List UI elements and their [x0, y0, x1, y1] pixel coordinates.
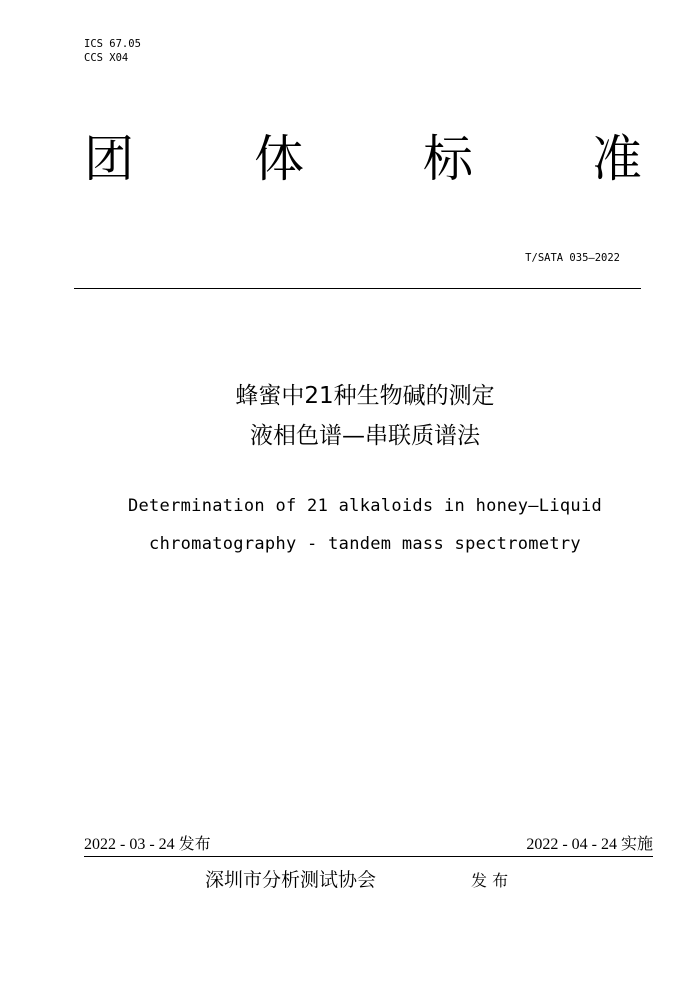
header-divider: [74, 288, 641, 289]
standard-type-char-1: 团: [84, 130, 134, 188]
chinese-title-line-2: 液相色谱—串联质谱法: [250, 423, 480, 449]
publisher-name: 深圳市分析测试协会: [205, 869, 377, 891]
ccs-code: CCS X04: [84, 52, 129, 64]
standard-type-char-4: 准: [592, 130, 642, 188]
english-title-line-1: Determination of 21 alkaloids in honey—Liquid: [127, 496, 603, 516]
standard-type-char-2: 体: [254, 130, 304, 188]
chinese-title-line-1: 蜂蜜中21种生物碱的测定: [235, 383, 495, 409]
standard-number: T/SATA 035—2022: [525, 252, 620, 264]
english-title-line-2: chromatography - tandem mass spectrometry: [149, 534, 581, 554]
issue-date: 2022 - 03 - 24 发布: [84, 836, 211, 853]
ics-code: ICS 67.05: [84, 38, 141, 50]
publish-label: 发 布: [471, 871, 509, 890]
implementation-date: 2022 - 04 - 24 实施: [526, 836, 653, 853]
standard-type-char-3: 标: [423, 130, 473, 188]
footer-divider: [84, 856, 653, 857]
